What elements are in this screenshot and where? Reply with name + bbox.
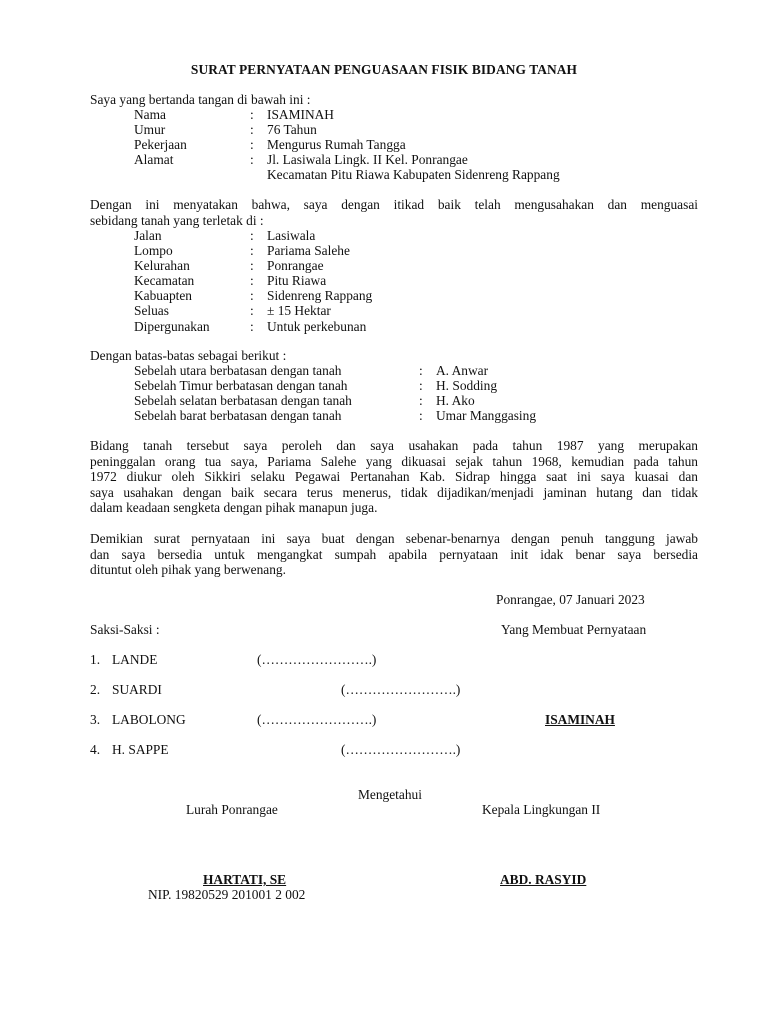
witness-signature-line: (…………………….) [341,742,461,757]
closing-paragraph [90,531,698,578]
identity-label: Alamat [134,152,174,167]
identity-value-line2: Kecamatan Pitu Riawa Kabupaten Sidenreng Rappang [267,167,560,182]
colon: : [250,273,254,288]
colon: : [250,319,254,334]
land-label: Kecamatan [134,273,195,288]
paragraph-line: Dengan ini menyatakan bahwa, saya dengan itikad baik telah mengusahakan dan menguasai [90,197,698,212]
land-value: Sidenreng Rappang [267,288,373,303]
paragraph-line: Demikian surat pernyataan ini saya buat dengan sebenar-benarnya dengan penuh tanggung jawab [90,531,698,546]
land-value: ± 15 Hektar [267,303,331,318]
border-label: Sebelah selatan berbatasan dengan tanah [134,393,352,408]
borders-intro: Dengan batas-batas sebagai berikut : [90,348,287,363]
land-label: Seluas [134,303,169,318]
witness-number: 1. [90,652,101,667]
paragraph-line: saya usahakan dengan baik secara terus menerus, tidak dijadikan/menjadi jaminan hutang dan tidak [90,484,698,500]
intro-text: Saya yang bertanda tangan di bawah ini : [90,92,311,107]
colon: : [250,137,254,152]
witness-signature-line: (…………………….) [257,712,377,727]
border-label: Sebelah utara berbatasan dengan tanah [134,363,342,378]
land-value: Lasiwala [267,228,316,243]
witness-name: LABOLONG [112,712,186,727]
witness-title: Saksi-Saksi : [90,622,160,637]
witness-name: H. SAPPE [112,742,169,757]
witness-number: 4. [90,742,101,757]
paragraph-line: 1972 diukur oleh Sikkiri selaku Pegawai Pertanahan Kab. Sidrap hingga saat ini saya kuasai dan [90,469,698,484]
land-label: Kelurahan [134,258,190,273]
colon: : [250,258,254,273]
land-label: Jalan [134,228,162,243]
land-label: Lompo [134,243,173,258]
witness-name: SUARDI [112,682,162,697]
paragraph-line: dituntut oleh pihak yang berwenang. [90,562,286,577]
identity-label: Pekerjaan [134,137,187,152]
place-date: Ponrangae, 07 Januari 2023 [496,592,645,607]
paragraph-line: dalam keadaan sengketa dengan pihak manapun juga. [90,500,378,515]
land-value: Pariama Salehe [267,243,350,258]
history-paragraph [90,438,698,516]
official-left-title: Lurah Ponrangae [186,802,278,817]
colon: : [250,243,254,258]
colon: : [250,152,254,167]
colon: : [250,303,254,318]
colon: : [250,122,254,137]
identity-value: Mengurus Rumah Tangga [267,137,406,152]
identity-label: Umur [134,122,166,137]
colon: : [419,393,423,408]
witness-name: LANDE [112,652,158,667]
land-value: Untuk perkebunan [267,319,367,334]
identity-value: 76 Tahun [267,122,317,137]
border-value: Umar Manggasing [436,408,537,423]
maker-title: Yang Membuat Pernyataan [501,622,647,637]
maker-name: ISAMINAH [545,712,615,727]
border-value: H. Sodding [436,378,498,393]
land-value: Ponrangae [267,258,324,273]
official-right-title: Kepala Lingkungan II [482,802,601,817]
border-label: Sebelah Timur berbatasan dengan tanah [134,378,348,393]
paragraph-line: dan saya bersedia untuk mengangkat sumpah apabila pernyataan init idak benar saya bersedia [90,546,698,562]
identity-value: ISAMINAH [267,107,334,122]
official-left-name: HARTATI, SE [203,872,287,887]
witness-signature-line: (…………………….) [257,652,377,667]
identity-label: Nama [134,107,166,122]
witness-number: 3. [90,712,101,727]
paragraph-line: peninggalan orang tua saya, Pariama Salehe yang dikuasai sejak tahun 1968, kemudian pada tahun [90,453,698,469]
border-value: H. Ako [436,393,475,408]
border-label: Sebelah barat berbatasan dengan tanah [134,408,342,423]
official-left-nip: NIP. 19820529 201001 2 002 [148,887,306,902]
colon: : [250,228,254,243]
land-label: Kabuapten [134,288,193,303]
witness-signature-line: (…………………….) [341,682,461,697]
official-right-name: ABD. RASYID [500,872,587,887]
colon: : [419,363,423,378]
land-value: Pitu Riawa [267,273,327,288]
border-value: A. Anwar [436,363,489,378]
document-title: SURAT PERNYATAAN PENGUASAAN FISIK BIDANG TANAH [190,62,578,77]
paragraph-line: Bidang tanah tersebut saya peroleh dan saya usahakan pada tahun 1987 yang merupakan [90,438,698,453]
colon: : [419,378,423,393]
colon: : [250,107,254,122]
colon: : [250,288,254,303]
colon: : [419,408,423,423]
witness-number: 2. [90,682,101,697]
acknowledge-label: Mengetahui [358,787,422,802]
statement-paragraph [90,197,698,228]
identity-value: Jl. Lasiwala Lingk. II Kel. Ponrangae [267,152,468,167]
land-label: Dipergunakan [134,319,210,334]
paragraph-line: sebidang tanah yang terletak di : [90,212,264,228]
